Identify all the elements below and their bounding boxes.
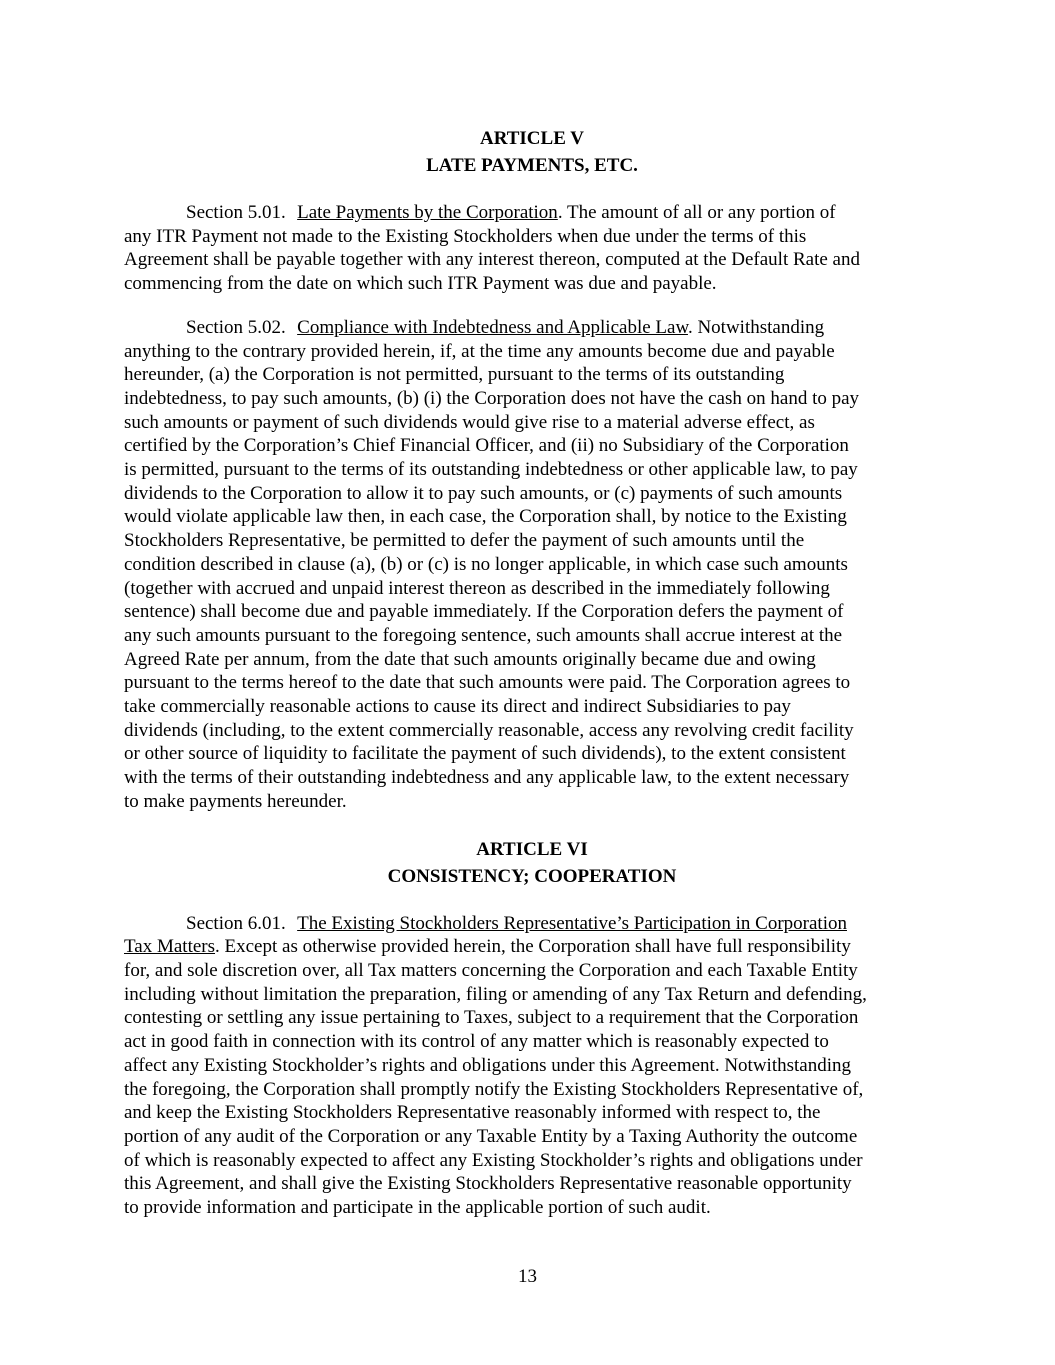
section-5-01-heading: Late Payments by the Corporation xyxy=(297,202,558,223)
section-5-02-text: Stockholders Representative, be permitted to defer the payment of such amounts until the xyxy=(124,530,805,552)
document-page xyxy=(124,125,940,1220)
section-5-02-line xyxy=(124,316,940,340)
section-6-01-text: for, and sole discretion over, all Tax matters concerning the Corporation and each Taxable Entity xyxy=(124,959,858,981)
section-5-02-text: any such amounts pursuant to the foregoing sentence, such amounts shall accrue interest at the xyxy=(124,624,843,646)
section-6-01-text: portion of any audit of the Corporation or any Taxable Entity by a Taxing Authority the outcome xyxy=(124,1125,858,1147)
section-5-02-text: would violate applicable law then, in each case, the Corporation shall, by notice to the Existing xyxy=(124,506,847,528)
section-5-01-text: . The amount of all or any portion of xyxy=(557,202,836,223)
article-v-title: ARTICLE V xyxy=(479,128,585,149)
section-6-01-text: and keep the Existing Stockholders Representative reasonably informed with respect to, the xyxy=(124,1102,821,1124)
section-5-02-text: or other source of liquidity to facilitate the payment of such dividends), to the extent consistent xyxy=(124,743,846,765)
section-5-01-line xyxy=(124,201,940,225)
section-5-02-number: Section 5.02. xyxy=(186,316,286,338)
section-5-02-text: dividends to the Corporation to allow it to pay such amounts, or (c) payments of such amounts xyxy=(124,482,843,504)
section-5-02-text: take commercially reasonable actions to cause its direct and indirect Subsidiaries to pay xyxy=(124,696,791,718)
section-6-01-text: this Agreement, and shall give the Existing Stockholders Representative reasonable opportunity xyxy=(124,1173,852,1195)
article-vi-subtitle: CONSISTENCY; COOPERATION xyxy=(387,865,677,887)
section-6-01-text: . Except as otherwise provided herein, the Corporation shall have full responsibility xyxy=(215,936,851,958)
section-6-01-text: of which is reasonably expected to affect any Existing Stockholder’s rights and obligations under xyxy=(124,1149,863,1171)
section-5-02-text: such amounts or payment of such dividends would give rise to a material adverse effect, as xyxy=(124,411,815,433)
section-5-02-text: pursuant to the terms hereof to the date that such amounts were paid. The Corporation agrees to xyxy=(124,672,851,694)
section-5-02-text: hereunder, (a) the Corporation is not permitted, pursuant to the terms of its outstanding xyxy=(124,364,785,386)
section-6-01-number: Section 6.01. xyxy=(186,912,286,934)
section-5-01-text: commencing from the date on which such ITR Payment was due and payable. xyxy=(124,273,717,295)
article-vi-title: ARTICLE VI xyxy=(476,838,588,860)
section-5-02-text: Agreed Rate per annum, from the date that such amounts originally became due and owing xyxy=(124,648,816,670)
section-6-01-line xyxy=(124,912,940,936)
section-5-02-text: . Notwithstanding xyxy=(687,316,825,338)
section-5-02 xyxy=(124,316,940,814)
section-5-02-text: is permitted, pursuant to the terms of its outstanding indebtedness or other applicable law, to pay xyxy=(124,459,858,481)
section-6-01-line xyxy=(124,935,940,959)
section-5-02-text: condition described in clause (a), (b) or (c) is no longer applicable, in which case such amounts xyxy=(124,553,848,575)
section-6-01 xyxy=(124,912,940,1220)
section-6-01-text: to provide information and participate in the applicable portion of such audit. xyxy=(124,1197,711,1219)
section-5-02-text: sentence) shall become due and payable immediately. If the Corporation defers the payment of xyxy=(124,601,844,623)
section-5-02-text: certified by the Corporation’s Chief Financial Officer, and (ii) no Subsidiary of the Corporation xyxy=(124,435,849,457)
section-5-01-text: Agreement shall be payable together with any interest thereon, computed at the Default Rate and xyxy=(124,249,860,271)
page-number: 13 xyxy=(518,1266,537,1287)
section-5-02-text: indebtedness, to pay such amounts, (b) (i) the Corporation does not have the cash on hand to pay xyxy=(124,387,860,409)
section-5-02-text: dividends (including, to the extent commercially reasonable, access any revolving credit facility xyxy=(124,719,854,741)
section-5-01-number: Section 5.01. xyxy=(186,202,286,223)
section-5-02-text: anything to the contrary provided herein, if, at the time any amounts become due and payable xyxy=(124,340,835,362)
article-v-heading xyxy=(124,125,940,179)
section-6-01-text: contesting or settling any issue pertaining to Taxes, subject to a requirement that the Corporation xyxy=(124,1007,859,1029)
section-5-02-text: with the terms of their outstanding indebtedness and any applicable law, to the extent necessary xyxy=(124,767,850,789)
section-6-01-text: affect any Existing Stockholder’s rights and obligations under this Agreement. Notwithstanding xyxy=(124,1054,851,1076)
section-6-01-heading-cont: Tax Matters xyxy=(124,936,216,958)
section-5-02-heading: Compliance with Indebtedness and Applicable Law xyxy=(297,316,688,338)
article-v-subtitle: LATE PAYMENTS, ETC. xyxy=(426,155,638,176)
section-5-02-text: to make payments hereunder. xyxy=(124,790,347,812)
section-5-01-text: any ITR Payment not made to the Existing Stockholders when due under the terms of this xyxy=(124,225,807,247)
section-5-01 xyxy=(124,201,940,296)
section-6-01-text: act in good faith in connection with its control of any matter which is reasonably expected to xyxy=(124,1031,829,1053)
section-6-01-text: including without limitation the preparation, filing or amending of any Tax Return and defending, xyxy=(124,983,867,1005)
article-vi-heading xyxy=(124,836,940,890)
section-5-02-text: (together with accrued and unpaid interest thereon as described in the immediately following xyxy=(124,577,830,599)
section-6-01-heading: The Existing Stockholders Representative’s Participation in Corporation xyxy=(297,912,847,934)
section-6-01-text: the foregoing, the Corporation shall promptly notify the Existing Stockholders Representative of, xyxy=(124,1078,864,1100)
